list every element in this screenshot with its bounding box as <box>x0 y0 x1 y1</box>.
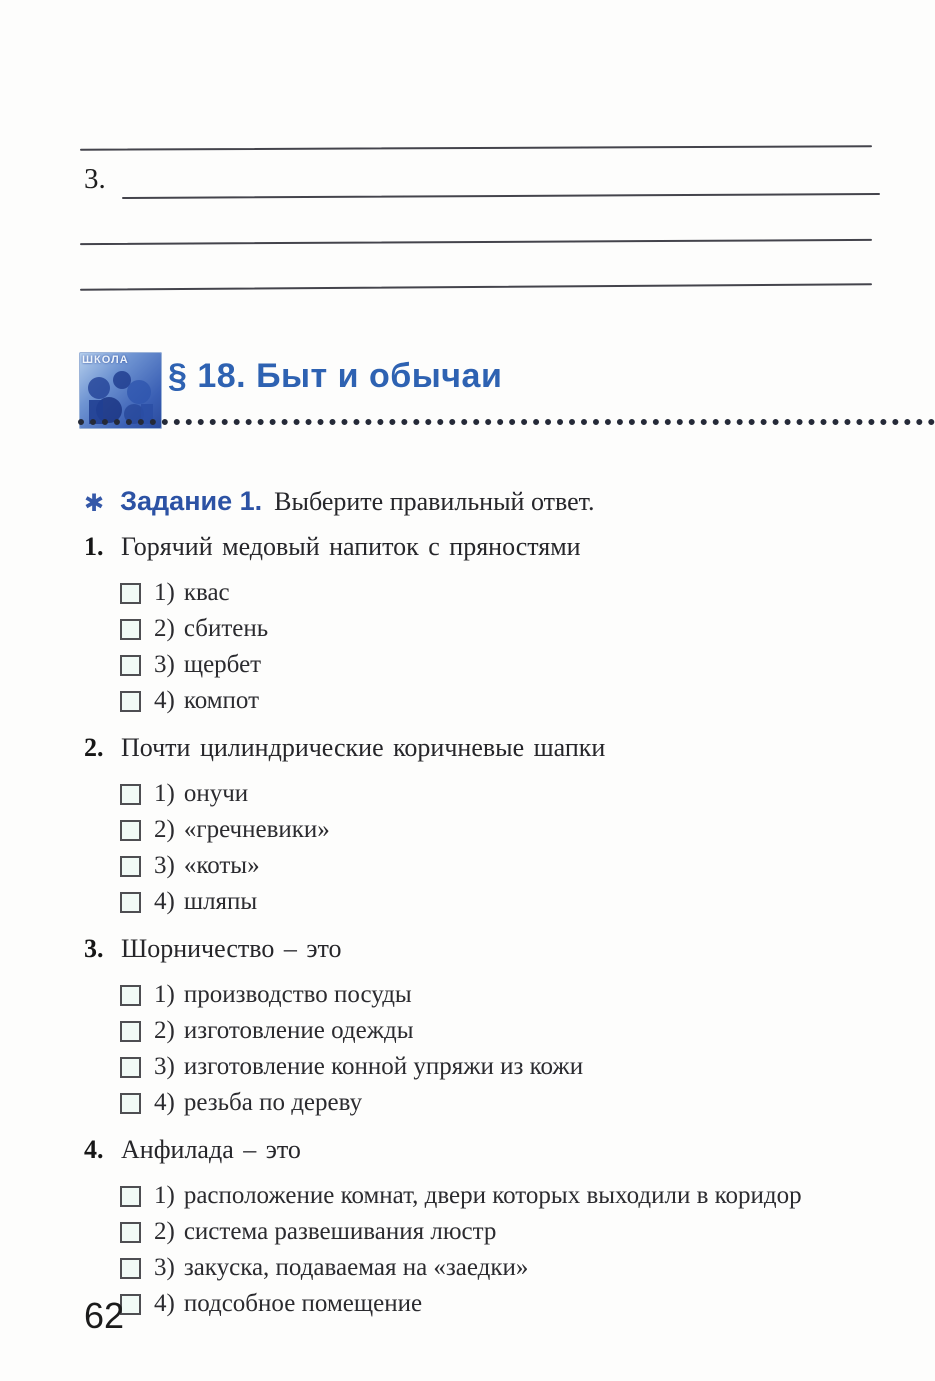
option-number: 2) <box>154 1017 175 1044</box>
option-text: компот <box>183 687 260 714</box>
answer-checkbox[interactable] <box>120 820 141 841</box>
answer-checkbox[interactable] <box>120 1258 141 1279</box>
answer-line[interactable] <box>80 239 872 245</box>
option-row <box>84 848 907 884</box>
option-text: производство посуды <box>183 981 412 1008</box>
answer-checkbox[interactable] <box>120 655 141 676</box>
option-text: квас <box>183 579 230 606</box>
question-number: 2. <box>84 733 104 762</box>
option-row <box>84 884 907 920</box>
option-row <box>84 1049 907 1085</box>
option-text: расположение комнат, двери которых выходили в коридор <box>183 1182 802 1209</box>
option-text: онучи <box>183 780 249 807</box>
option-text: «гречневики» <box>183 816 330 843</box>
question-title <box>84 733 907 767</box>
section-title: § 18. Быт и обычаи <box>168 357 503 395</box>
answer-checkbox[interactable] <box>120 1021 141 1042</box>
option-number: 3) <box>154 651 175 678</box>
option-number: 3) <box>154 1053 175 1080</box>
option-number: 3) <box>154 852 175 879</box>
question <box>84 934 907 1121</box>
option-text: изготовление одежды <box>183 1017 414 1044</box>
option-text: подсобное помещение <box>183 1290 423 1317</box>
school-logo-icon <box>79 352 162 429</box>
option-row <box>84 1214 907 1250</box>
option-row <box>84 1250 907 1286</box>
option-number: 4) <box>154 687 175 714</box>
option-row <box>84 1085 907 1121</box>
option-number: 1) <box>154 1182 175 1209</box>
option-number: 4) <box>154 888 175 915</box>
answer-line[interactable] <box>80 145 872 150</box>
option-text: «коты» <box>183 852 260 879</box>
option-row <box>84 1178 907 1214</box>
question <box>84 532 907 719</box>
option-number: 1) <box>154 579 175 606</box>
answer-line[interactable] <box>122 193 880 199</box>
option-row <box>84 812 907 848</box>
question-title <box>84 532 907 566</box>
task-instruction: Выберите правильный ответ. <box>274 487 595 516</box>
option-number: 3) <box>154 1254 175 1281</box>
option-number: 2) <box>154 1218 175 1245</box>
option-number: 4) <box>154 1089 175 1116</box>
dotted-divider <box>78 419 935 425</box>
option-text: закуска, подаваемая на «заедки» <box>183 1254 529 1281</box>
option-number: 1) <box>154 780 175 807</box>
option-text: сбитень <box>183 615 269 642</box>
option-row <box>84 1013 907 1049</box>
school-logo-text: ШКОЛА <box>82 354 129 366</box>
question-title <box>84 1135 907 1169</box>
answer-checkbox[interactable] <box>120 856 141 877</box>
question-text: Анфилада – это <box>121 1135 301 1164</box>
option-number: 1) <box>154 981 175 1008</box>
question-number: 1. <box>84 532 104 561</box>
answer-checkbox[interactable] <box>120 583 141 604</box>
option-text: система развешивания люстр <box>183 1218 497 1245</box>
option-text: шляпы <box>183 888 258 915</box>
question-text: Шорничество – это <box>121 934 342 963</box>
answer-checkbox[interactable] <box>120 892 141 913</box>
task-label: Задание 1. <box>120 486 263 516</box>
question-text: Почти цилиндрические коричневые шапки <box>121 733 606 762</box>
option-row <box>84 647 907 683</box>
option-row <box>84 683 907 719</box>
answer-checkbox[interactable] <box>120 1093 141 1114</box>
option-text: щербет <box>183 651 262 678</box>
option-text: изготовление конной упряжи из кожи <box>183 1053 584 1080</box>
option-number: 2) <box>154 816 175 843</box>
page-number: 62 <box>84 1295 125 1336</box>
answer-line[interactable] <box>80 283 872 291</box>
answer-checkbox[interactable] <box>120 1186 141 1207</box>
answer-checkbox[interactable] <box>120 619 141 640</box>
task-heading <box>84 486 905 517</box>
fill-in-item-number: 3. <box>84 163 106 195</box>
option-row <box>84 977 907 1013</box>
option-row <box>84 611 907 647</box>
option-text: резьба по дереву <box>183 1089 363 1116</box>
question-text: Горячий медовый напиток с пряностями <box>121 532 581 561</box>
question-number: 3. <box>84 934 104 963</box>
option-number: 2) <box>154 615 175 642</box>
option-row <box>84 1286 907 1322</box>
question <box>84 1135 907 1322</box>
option-row <box>84 776 907 812</box>
questions-list <box>84 532 907 1336</box>
question-number: 4. <box>84 1135 104 1164</box>
option-row <box>84 575 907 611</box>
question <box>84 733 907 920</box>
asterisk-icon: ✱ <box>84 491 105 517</box>
question-title <box>84 934 907 968</box>
answer-checkbox[interactable] <box>120 1222 141 1243</box>
answer-checkbox[interactable] <box>120 985 141 1006</box>
answer-checkbox[interactable] <box>120 1057 141 1078</box>
answer-checkbox[interactable] <box>120 691 141 712</box>
option-number: 4) <box>154 1290 175 1317</box>
answer-checkbox[interactable] <box>120 784 141 805</box>
